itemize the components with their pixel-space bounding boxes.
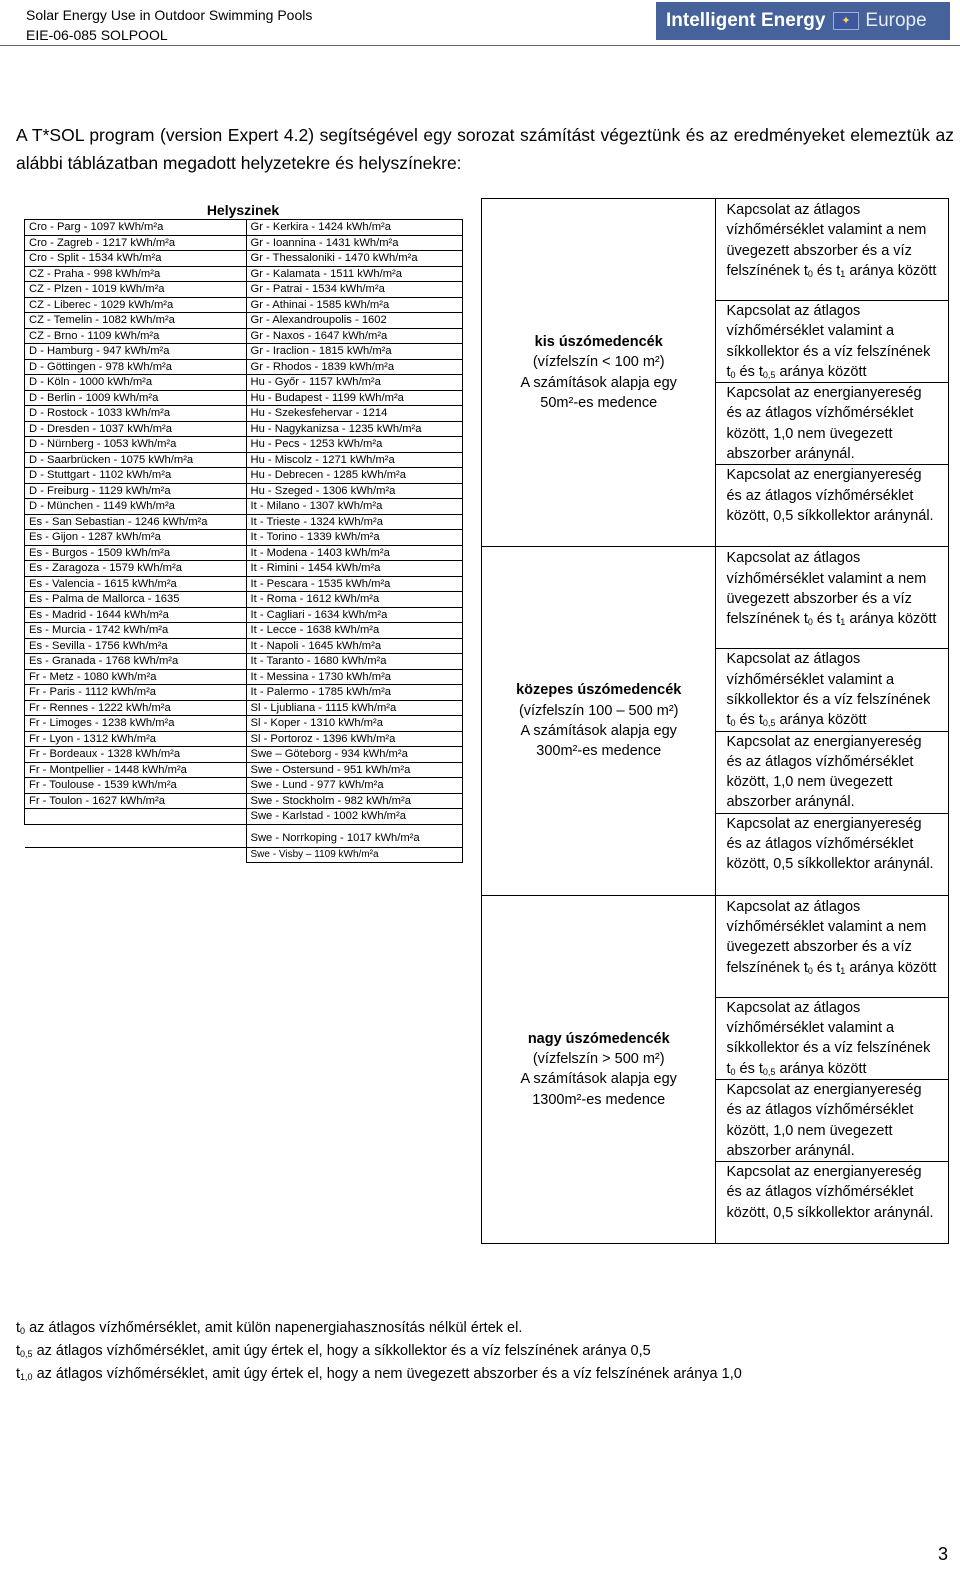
pool-basis-size: 300m²-es medence (536, 743, 662, 760)
location-cell: Fr - Montpellier - 1448 kWh/m²a (25, 762, 247, 778)
location-cell: D - Stuttgart - 1102 kWh/m²a (25, 468, 247, 484)
locations-title: Helyszinek (206, 202, 280, 218)
location-cell: Swe - Karlstad - 1002 kWh/m²a (246, 809, 462, 825)
location-cell: Swe - Visby – 1109 kWh/m²a (246, 847, 462, 863)
pool-surface: (vízfelszín > 500 m²) (532, 1051, 665, 1068)
location-cell: Gr - Patrai - 1534 kWh/m²a (246, 282, 462, 298)
table-row (25, 359, 463, 375)
location-cell: It - Rimini - 1454 kWh/m²a (246, 561, 462, 577)
table-row (25, 297, 463, 313)
location-cell: Fr - Toulon - 1627 kWh/m²a (25, 793, 247, 809)
location-cell (25, 809, 247, 825)
table-row (482, 547, 949, 649)
location-cell: Hu - Budapest - 1199 kWh/m²a (246, 390, 462, 406)
pool-category-cell (482, 895, 716, 1243)
location-cell: Es - San Sebastian - 1246 kWh/m²a (25, 514, 247, 530)
location-cell: Fr - Bordeaux - 1328 kWh/m²a (25, 747, 247, 763)
table-row (25, 638, 463, 654)
location-cell: Es - Murcia - 1742 kWh/m²a (25, 623, 247, 639)
description-cell: Kapcsolat az átlagos vízhőmérséklet valamint a síkkollektor és a víz felszínének $t_0$ és $t_{0,5}$ aránya között (716, 997, 949, 1079)
location-cell: It - Torino - 1339 kWh/m²a (246, 530, 462, 546)
location-cell: Fr - Toulouse - 1539 kWh/m²a (25, 778, 247, 794)
location-cell: Swe - Norrkoping - 1017 kWh/m²a (246, 824, 462, 847)
project-code: EIE-06-085 SOLPOOL (26, 27, 168, 43)
table-row (25, 499, 463, 515)
location-cell: Gr - Kerkira - 1424 kWh/m²a (246, 220, 462, 236)
table-row (25, 468, 463, 484)
location-cell: Swe – Göteborg - 934 kWh/m²a (246, 747, 462, 763)
location-cell: Cro - Zagreb - 1217 kWh/m²a (25, 235, 247, 251)
intro-paragraph: A T*SOL program (version Expert 4.2) segítségével egy sorozat számítást végeztünk és az eredményeket elemeztük az alábbi táblázatban megadott helyzetekre és helyszínekre: (16, 125, 954, 173)
location-cell: CZ - Brno - 1109 kWh/m²a (25, 328, 247, 344)
location-cell: Fr - Metz - 1080 kWh/m²a (25, 669, 247, 685)
table-row (25, 545, 463, 561)
location-cell: Gr - Ioannina - 1431 kWh/m²a (246, 235, 462, 251)
location-cell: It - Milano - 1307 kWh/m²a (246, 499, 462, 515)
description-cell: Kapcsolat az átlagos vízhőmérséklet valamint a nem üvegezett abszorber és a víz felszínének $t_0$ és $t_1$ aránya között (716, 199, 949, 301)
table-row (482, 895, 949, 997)
table-row (25, 452, 463, 468)
location-cell: Hu - Debrecen - 1285 kWh/m²a (246, 468, 462, 484)
location-cell: D - Rostock - 1033 kWh/m²a (25, 406, 247, 422)
logo-text: Intelligent Energy (666, 10, 826, 31)
location-cell: D - Nürnberg - 1053 kWh/m²a (25, 437, 247, 453)
table-row (25, 561, 463, 577)
intelligent-energy-logo (656, 2, 950, 40)
location-cell: Es - Valencia - 1615 kWh/m²a (25, 576, 247, 592)
location-cell: Hu - Szeged - 1306 kWh/m²a (246, 483, 462, 499)
header-divider (0, 45, 960, 46)
location-cell: D - Freiburg - 1129 kWh/m²a (25, 483, 247, 499)
location-cell: D - Dresden - 1037 kWh/m²a (25, 421, 247, 437)
location-cell: Es - Gijon - 1287 kWh/m²a (25, 530, 247, 546)
location-cell: Gr - Naxos - 1647 kWh/m²a (246, 328, 462, 344)
pool-basis: A számítások alapja egy (520, 374, 677, 391)
pool-surface: (vízfelszín 100 – 500 m²) (518, 702, 679, 719)
pool-basis-size: 50m²-es medence (540, 394, 658, 411)
location-cell: Swe - Ostersund - 951 kWh/m²a (246, 762, 462, 778)
location-cell: Fr - Rennes - 1222 kWh/m²a (25, 700, 247, 716)
table-row (25, 847, 463, 863)
location-cell: Hu - Miscolz - 1271 kWh/m²a (246, 452, 462, 468)
table-row (25, 421, 463, 437)
location-cell: Es - Granada - 1768 kWh/m²a (25, 654, 247, 670)
pool-category-cell (482, 547, 716, 895)
table-row (25, 282, 463, 298)
location-cell: It - Pescara - 1535 kWh/m²a (246, 576, 462, 592)
pool-surface: (vízfelszín < 100 m²) (532, 354, 665, 371)
location-cell: Sl - Koper - 1310 kWh/m²a (246, 716, 462, 732)
pool-analysis-table (481, 198, 949, 1244)
table-row (25, 251, 463, 267)
table-row (25, 576, 463, 592)
location-cell: D - Hamburg - 947 kWh/m²a (25, 344, 247, 360)
table-row (25, 669, 463, 685)
location-cell: Fr - Lyon - 1312 kWh/m²a (25, 731, 247, 747)
logo-europe-text: Europe (865, 10, 927, 31)
table-row (25, 716, 463, 732)
location-cell: Sl - Ljubliana - 1115 kWh/m²a (246, 700, 462, 716)
eu-flag-icon (833, 12, 859, 30)
location-cell: D - Berlin - 1009 kWh/m²a (25, 390, 247, 406)
footnote-t10: $t_{1,0}$ az átlagos vízhőmérséklet, amit úgy értek el, hogy a nem üvegezett abszorber és a víz felszínének aránya 1,0 (16, 1366, 742, 1382)
location-cell: Fr - Paris - 1112 kWh/m²a (25, 685, 247, 701)
location-cell: Gr - Iraclion - 1815 kWh/m²a (246, 344, 462, 360)
location-cell: Gr - Thessaloniki - 1470 kWh/m²a (246, 251, 462, 267)
location-cell: Fr - Limoges - 1238 kWh/m²a (25, 716, 247, 732)
location-cell: Es - Zaragoza - 1579 kWh/m²a (25, 561, 247, 577)
table-row (25, 344, 463, 360)
location-cell: CZ - Praha - 998 kWh/m²a (25, 266, 247, 282)
location-cell: Swe - Stockholm - 982 kWh/m²a (246, 793, 462, 809)
location-cell: It - Napoli - 1645 kWh/m²a (246, 638, 462, 654)
location-cell: Swe - Lund - 977 kWh/m²a (246, 778, 462, 794)
location-cell: Hu - Pecs - 1253 kWh/m²a (246, 437, 462, 453)
description-cell: Kapcsolat az energianyereség és az átlagos vízhőmérséklet között, 1,0 nem üvegezett abszorber aránynál. (716, 383, 949, 465)
location-cell: Gr - Alexandroupolis - 1602 (246, 313, 462, 329)
description-cell: Kapcsolat az átlagos vízhőmérséklet valamint a nem üvegezett abszorber és a víz felszínének $t_0$ és $t_1$ aránya között (716, 547, 949, 649)
description-cell: Kapcsolat az átlagos vízhőmérséklet valamint a síkkollektor és a víz felszínének $t_0$ és $t_{0,5}$ aránya között (716, 649, 949, 731)
table-row (25, 700, 463, 716)
location-cell: It - Messina - 1730 kWh/m²a (246, 669, 462, 685)
location-cell: It - Palermo - 1785 kWh/m²a (246, 685, 462, 701)
description-cell: Kapcsolat az energianyereség és az átlagos vízhőmérséklet között, 0,5 síkkollektor aránynál. (716, 813, 949, 895)
pool-basis: A számítások alapja egy (520, 1071, 677, 1088)
footnote-t0: $t_0$ az átlagos vízhőmérséklet, amit külön napenergiahasznosítás nélkül értek el. (16, 1320, 523, 1336)
location-cell: CZ - Liberec - 1029 kWh/m²a (25, 297, 247, 313)
description-cell: Kapcsolat az átlagos vízhőmérséklet valamint a nem üvegezett abszorber és a víz felszínének $t_0$ és $t_1$ aránya között (716, 895, 949, 997)
location-cell: Cro - Parg - 1097 kWh/m²a (25, 220, 247, 236)
location-cell: It - Modena - 1403 kWh/m²a (246, 545, 462, 561)
location-cell: D - Saarbrücken - 1075 kWh/m²a (25, 452, 247, 468)
locations-table (24, 219, 463, 863)
description-cell: Kapcsolat az átlagos vízhőmérséklet valamint a síkkollektor és a víz felszínének $t_0$ és $t_{0,5}$ aránya között (716, 301, 949, 383)
page-number: 3 (938, 1544, 949, 1564)
location-cell: Es - Madrid - 1644 kWh/m²a (25, 607, 247, 623)
pool-basis: A számítások alapja egy (520, 723, 677, 740)
table-row (25, 762, 463, 778)
description-cell: Kapcsolat az energianyereség és az átlagos vízhőmérséklet között, 1,0 nem üvegezett abszorber aránynál. (716, 1079, 949, 1161)
table-row (25, 592, 463, 608)
table-row (25, 824, 463, 847)
location-cell (25, 824, 247, 847)
table-row (25, 747, 463, 763)
table-row (25, 530, 463, 546)
table-row (482, 199, 949, 301)
description-cell: Kapcsolat az energianyereség és az átlagos vízhőmérséklet között, 0,5 síkkollektor aránynál. (716, 465, 949, 547)
description-cell: Kapcsolat az energianyereség és az átlagos vízhőmérséklet között, 1,0 nem üvegezett abszorber aránynál. (716, 731, 949, 813)
table-row (25, 623, 463, 639)
location-cell: Cro - Split - 1534 kWh/m²a (25, 251, 247, 267)
location-cell: Es - Sevilla - 1756 kWh/m²a (25, 638, 247, 654)
table-row (25, 685, 463, 701)
document-header (26, 5, 312, 45)
table-row (25, 514, 463, 530)
location-cell: It - Lecce - 1638 kWh/m²a (246, 623, 462, 639)
document-title: Solar Energy Use in Outdoor Swimming Pools (26, 7, 313, 23)
location-cell: It - Trieste - 1324 kWh/m²a (246, 514, 462, 530)
table-row (25, 266, 463, 282)
location-cell: Es - Palma de Mallorca - 1635 (25, 592, 247, 608)
location-cell: Hu - Nagykanizsa - 1235 kWh/m²a (246, 421, 462, 437)
description-cell: Kapcsolat az energianyereség és az átlagos vízhőmérséklet között, 0,5 síkkollektor aránynál. (716, 1162, 949, 1244)
location-cell: D - Köln - 1000 kWh/m²a (25, 375, 247, 391)
table-row (25, 809, 463, 825)
location-cell: It - Roma - 1612 kWh/m²a (246, 592, 462, 608)
location-cell: Sl - Portoroz - 1396 kWh/m²a (246, 731, 462, 747)
pool-name: nagy úszómedencék (527, 1030, 670, 1047)
location-cell: It - Taranto - 1680 kWh/m²a (246, 654, 462, 670)
table-row (25, 654, 463, 670)
table-row (25, 437, 463, 453)
table-row (25, 483, 463, 499)
pool-name: közepes úszómedencék (516, 682, 682, 699)
pool-category-cell (482, 199, 716, 547)
location-cell: Es - Burgos - 1509 kWh/m²a (25, 545, 247, 561)
location-cell: D - Göttingen - 978 kWh/m²a (25, 359, 247, 375)
location-cell: It - Cagliari - 1634 kWh/m²a (246, 607, 462, 623)
table-row (25, 778, 463, 794)
pool-basis-size: 1300m²-es medence (532, 1091, 666, 1108)
location-cell: CZ - Temelin - 1082 kWh/m²a (25, 313, 247, 329)
table-row (25, 220, 463, 236)
pool-name: kis úszómedencék (534, 334, 663, 351)
location-cell: Gr - Kalamata - 1511 kWh/m²a (246, 266, 462, 282)
location-cell: D - München - 1149 kWh/m²a (25, 499, 247, 515)
table-row (25, 313, 463, 329)
table-row (25, 390, 463, 406)
location-cell: Gr - Rhodos - 1839 kWh/m²a (246, 359, 462, 375)
table-row (25, 328, 463, 344)
location-cell: Hu - Győr - 1157 kWh/m²a (246, 375, 462, 391)
table-row (25, 731, 463, 747)
table-row (25, 793, 463, 809)
table-row (25, 607, 463, 623)
location-cell: CZ - Plzen - 1019 kWh/m²a (25, 282, 247, 298)
table-row (25, 235, 463, 251)
footnote-t05: $t_{0,5}$ az átlagos vízhőmérséklet, amit úgy értek el, hogy a síkkollektor és a víz felszínének aránya 0,5 (16, 1343, 651, 1359)
table-row (25, 375, 463, 391)
table-row (25, 406, 463, 422)
location-cell (25, 847, 247, 863)
location-cell: Gr - Athinai - 1585 kWh/m²a (246, 297, 462, 313)
location-cell: Hu - Szekesfehervar - 1214 (246, 406, 462, 422)
footnotes (16, 1317, 742, 1386)
